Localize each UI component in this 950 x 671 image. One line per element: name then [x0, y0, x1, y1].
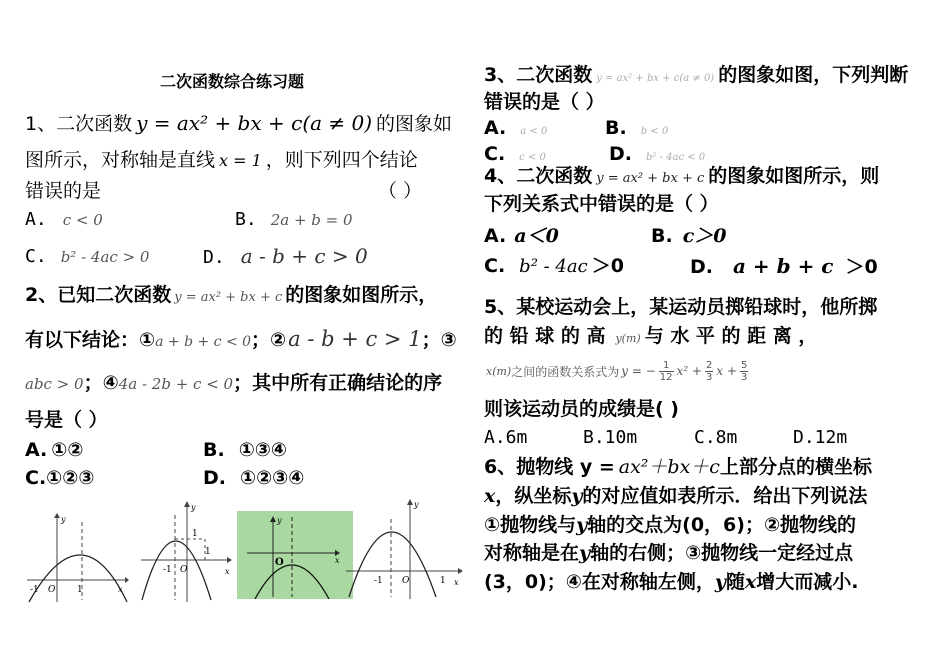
q3-line-1	[484, 63, 908, 91]
q4-c-tail: ＞0	[591, 255, 624, 277]
fraction-denominator: 3	[740, 371, 748, 383]
origin-label: O	[402, 576, 410, 586]
q4-text: 的图象如图所示，则	[708, 165, 880, 187]
q3-d-expr: b² - 4ac < 0	[646, 152, 706, 163]
q4-option-b[interactable]	[651, 224, 727, 248]
parabola	[142, 541, 211, 600]
q5-formula-line	[486, 354, 751, 388]
q4-d-tail: ＞0	[845, 256, 878, 278]
option-label: A.	[25, 209, 47, 230]
q5-text: 的 铅 球 的 高	[484, 325, 606, 347]
q3-option-b[interactable]	[605, 116, 668, 144]
q5-y-unit: y(m)	[615, 332, 641, 345]
q1-option-a[interactable]	[25, 207, 103, 232]
x-axis-arrow	[125, 577, 129, 583]
graph-1	[25, 512, 130, 604]
q1-answer-paren: （ ）	[378, 180, 423, 202]
option-label: B.	[605, 117, 627, 139]
q6-var: x	[744, 571, 757, 593]
q4-line-2: 下列关系式中错误的是（ ）	[484, 193, 719, 215]
x-axis-arrow	[227, 557, 232, 563]
q1-line-1	[25, 111, 452, 136]
q3-text: 的图象如图，下列判断	[718, 64, 909, 86]
q6-text: (3，0)；④在对称轴左侧，	[484, 571, 715, 593]
q5-option-c[interactable]: C.8m	[694, 427, 738, 448]
option-label: D.	[203, 467, 226, 489]
q2-text: ；④	[83, 372, 119, 394]
q1-option-b[interactable]	[235, 207, 353, 232]
option-label: D.	[690, 256, 713, 278]
q2-conclusion-2: a - b + c > 1	[288, 327, 422, 351]
q1-lead: 1、二次函数	[25, 113, 133, 135]
axis-label: x	[225, 567, 230, 576]
option-label: A.	[484, 225, 507, 247]
q2-text: ；③	[421, 329, 457, 351]
q2-lead: 2、已知二次函数	[25, 284, 172, 306]
q1-b-expr: 2a + b = 0	[270, 211, 353, 229]
formula-y: y = −	[621, 364, 656, 378]
q2-conclusion-1: a + b + c < 0	[155, 334, 252, 350]
q4-line-1	[484, 164, 879, 191]
q6-text: 轴的交点为(0，6)；②抛物线的	[587, 514, 857, 536]
q6-text: 上部分点的横坐标	[719, 456, 872, 478]
q6-text: ，纵坐标	[495, 485, 572, 507]
tick-label: 1	[192, 529, 198, 539]
tick-label: 1	[205, 547, 211, 557]
q2-line-3	[25, 371, 442, 396]
q6-text: ①抛物线与	[484, 514, 577, 536]
q6-text: 的对应值如表所示．给出下列说法	[582, 485, 868, 507]
page-title: 二次函数综合练习题	[160, 72, 305, 91]
q6-line-5	[484, 570, 859, 594]
q6-text: 随	[725, 571, 745, 593]
q2-function-expr: y = ax² + bx + c	[174, 290, 283, 305]
q1-c-expr: b² - 4ac > 0	[60, 248, 150, 266]
q1-text: 错误的是	[25, 180, 102, 202]
q4-lead: 4、二次函数	[484, 165, 593, 187]
q1-text: 图所示，对称轴是直线	[25, 149, 216, 171]
q2-line-1	[25, 283, 437, 310]
fraction-3	[740, 360, 748, 383]
q1-option-c[interactable]	[25, 244, 149, 269]
q5-text: 之间的函数关系式为	[511, 364, 620, 379]
axis-label: x	[335, 556, 340, 565]
option-label: C.	[25, 467, 47, 489]
option-label: B.	[235, 209, 257, 230]
option-value: ①②③④	[240, 467, 305, 489]
tick-label: 1	[77, 585, 83, 595]
axis-label: y	[191, 503, 196, 512]
q1-option-d[interactable]	[203, 244, 368, 270]
graph-4	[344, 497, 466, 602]
q6-var: y	[714, 571, 726, 593]
fraction-denominator: 3	[705, 371, 713, 383]
q2-line-2	[25, 327, 457, 354]
q3-a-expr: a < 0	[520, 126, 548, 137]
y-axis-arrow	[407, 499, 413, 505]
q6-line-1	[484, 455, 872, 479]
q1-axis-expr: x = 1	[219, 151, 262, 170]
q6-var: x	[484, 485, 496, 507]
q3-option-a[interactable]	[484, 116, 547, 144]
q2-text: ；②	[251, 329, 287, 351]
q3-function-expr: y = ax² + bx + c(a ≠ 0)	[596, 73, 715, 84]
fraction-1	[659, 360, 674, 383]
q4-b-expr: c＞0	[682, 225, 727, 247]
q6-line-3	[484, 513, 856, 537]
q2-option-c[interactable]	[25, 466, 94, 490]
q5-line-1: 5、某校运动会上，某运动员掷铅球时，他所掷	[484, 296, 878, 318]
q2-text: ；其中所有正确结论的序	[233, 372, 443, 394]
option-label: B.	[651, 225, 673, 247]
q1-d-expr: a - b + c > 0	[240, 244, 368, 268]
q6-line-4	[484, 541, 853, 565]
axis-label: x	[118, 585, 123, 594]
q4-option-c[interactable]	[484, 254, 624, 279]
q6-line-2	[484, 484, 867, 508]
y-axis-arrow	[54, 513, 60, 518]
q6-var: y	[576, 514, 588, 536]
option-label: A.	[25, 439, 48, 461]
q1-line-2	[25, 148, 418, 173]
q5-option-b[interactable]: B.10m	[583, 427, 638, 448]
q1-function-expr: y = ax² + bx + c(a ≠ 0)	[136, 111, 373, 135]
fraction-2	[705, 360, 713, 383]
q1-a-expr: c < 0	[62, 211, 103, 229]
axis-label: y	[61, 515, 66, 524]
q2-option-a[interactable]	[25, 438, 83, 462]
tick-label: -1	[30, 585, 39, 595]
q6-text: 对称轴是在	[484, 542, 580, 564]
graph-2	[139, 500, 234, 605]
fraction-numerator: 5	[740, 359, 748, 371]
option-label: B.	[203, 439, 225, 461]
tick-label: 1	[440, 576, 446, 586]
q5-line-4: 则该运动员的成绩是( )	[484, 398, 679, 420]
q4-d-expr: a + b + c	[733, 254, 834, 278]
origin-label: O	[275, 557, 284, 568]
q3-b-expr: b < 0	[640, 126, 669, 137]
q3-lead: 3、二次函数	[484, 64, 593, 86]
y-axis-arrow	[184, 501, 190, 507]
q2-conclusion-3: abc > 0	[25, 375, 84, 393]
q2-line-4: 号是（ ）	[25, 409, 108, 431]
q5-line-2	[484, 324, 817, 351]
q4-option-d[interactable]	[690, 254, 878, 279]
q4-a-expr: a＜0	[514, 225, 559, 247]
origin-label: O	[48, 585, 56, 595]
option-label: A.	[484, 117, 507, 139]
axis-label: y	[277, 516, 282, 525]
q5-x-unit: x(m)	[486, 364, 512, 378]
q4-c-expr: b² - 4ac	[519, 256, 588, 277]
option-label: C.	[25, 246, 47, 267]
axis-label: y	[414, 500, 419, 509]
q2-option-d[interactable]	[203, 466, 304, 490]
q1-line-3	[25, 179, 101, 203]
q3-line-2: 错误的是（ ）	[484, 91, 605, 113]
q6-expr: ax²＋bx＋c	[618, 456, 720, 478]
q5-text: 与 水 平 的 距 离 ，	[644, 325, 818, 347]
tick-label: -1	[163, 565, 172, 575]
q6-text: 轴的右侧；③抛物线一定经过点	[590, 542, 854, 564]
q3-c-expr: c < 0	[519, 152, 546, 163]
q2-text: 的图象如图所示，	[285, 284, 438, 306]
q5-option-a[interactable]: A.6m	[484, 427, 528, 448]
q2-conclusion-4: 4a - 2b + c < 0	[118, 375, 234, 393]
q6-text: 6、抛物线 y =	[484, 456, 615, 478]
graph-3	[237, 511, 353, 599]
q6-var: y	[579, 542, 591, 564]
option-value: ①②③	[46, 467, 95, 489]
option-label: C.	[484, 255, 506, 277]
axis-label: x	[454, 578, 459, 587]
fraction-denominator: 12	[659, 371, 673, 383]
option-label: C.	[484, 143, 506, 165]
fraction-numerator: 1	[662, 359, 670, 371]
option-value: ①②	[51, 439, 84, 461]
formula-term: x +	[716, 364, 737, 378]
q6-var: y	[571, 485, 583, 507]
option-label: D.	[609, 143, 632, 165]
q1-text: 的图象如	[376, 113, 453, 135]
q5-option-d[interactable]: D.12m	[793, 427, 848, 448]
option-label: D.	[203, 247, 225, 268]
q4-option-a[interactable]	[484, 224, 559, 248]
formula-term: x² +	[676, 364, 702, 378]
option-value: ①③④	[238, 439, 287, 461]
origin-label: O	[180, 565, 188, 575]
x-axis-arrow	[458, 568, 463, 574]
tick-label: -1	[374, 576, 383, 586]
fraction-numerator: 2	[705, 359, 713, 371]
q1-text: ，则下列四个结论	[265, 149, 418, 171]
parabola	[349, 532, 436, 597]
q2-text: 有以下结论：①	[25, 329, 156, 351]
q6-text: 增大而减小.	[756, 571, 859, 593]
q2-option-b[interactable]	[203, 438, 287, 462]
q4-function-expr: y = ax² + bx + c	[596, 171, 705, 186]
